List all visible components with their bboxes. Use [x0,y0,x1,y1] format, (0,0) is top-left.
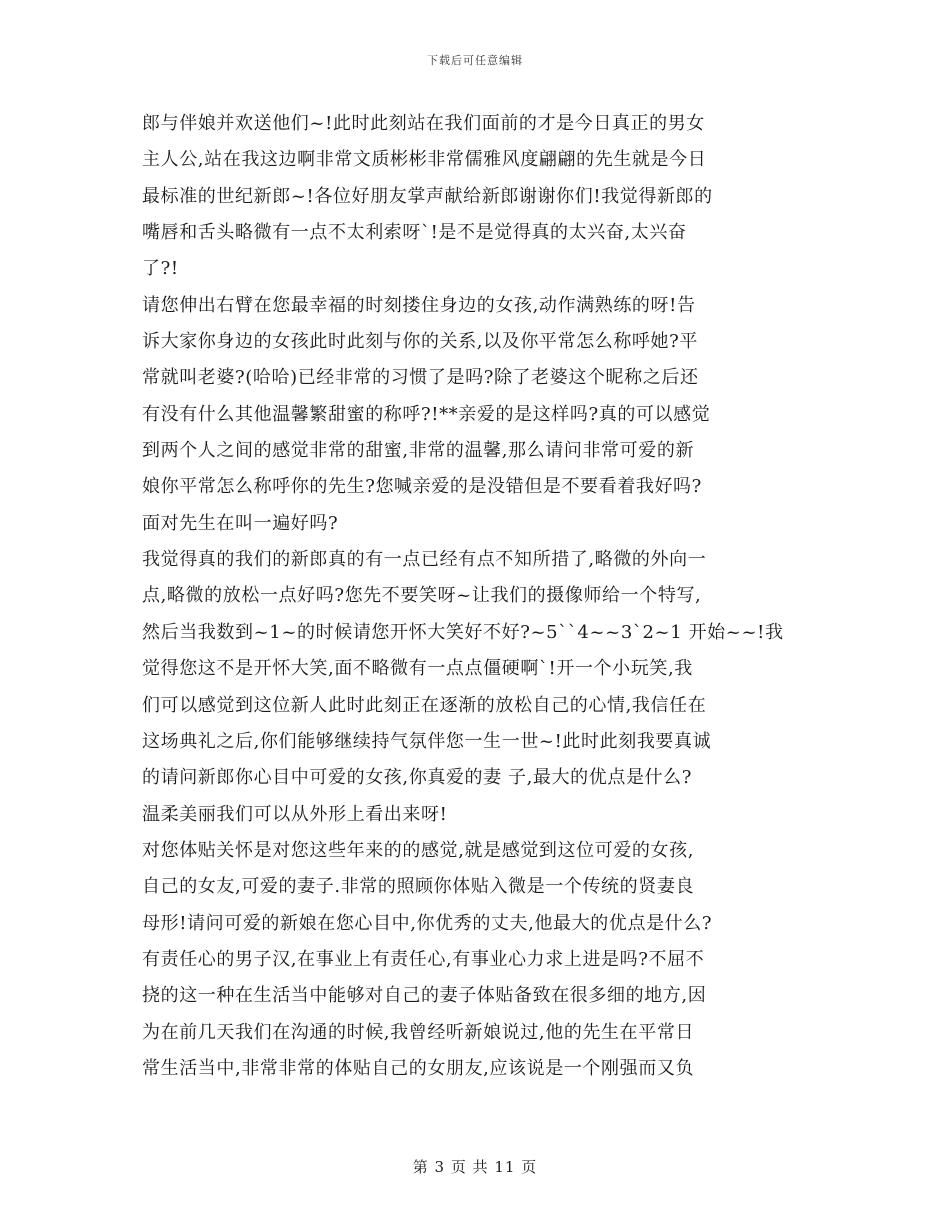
text-line: 母形!请问可爱的新娘在您心目中,你优秀的丈夫,他最大的优点是什么? [142,912,713,934]
text-line: 最标准的世纪新郎~!各位好朋友掌声献给新郎谢谢你们!我觉得新郎的 [142,185,713,207]
text-line: 主人公,站在我这边啊非常文质彬彬非常儒雅风度翩翩的先生就是今日 [142,149,707,171]
page-header: 下载后可任意编辑 [427,54,523,67]
text-line: 点,略微的放松一点好吗?您先不要笑呀~让我们的摄像师给一个特写, [142,585,702,607]
text-line: 这场典礼之后,你们能够继续持气氛伴您一生一世~!此时此刻我要真诚 [142,730,712,752]
text-line: 们可以感觉到这位新人此时此刻正在逐渐的放松自己的心情,我信任在 [142,694,707,716]
text-line: 娘你平常怎么称呼你的先生?您喊亲爱的是没错但是不要看着我好吗? [142,476,702,498]
text-line: 然后当我数到~1~的时候请您开怀大笑好不好?~5``4~~3`2~1 开始~~!我 [142,621,784,643]
text-line: 了?! [142,258,179,280]
text-line: 到两个人之间的感觉非常的甜蜜,非常的温馨,那么请问非常可爱的新 [142,440,695,462]
text-line: 对您体贴关怀是对您这些年来的的感觉,就是感觉到这位可爱的女孩, [142,839,695,861]
text-line: 请您伸出右臂在您最幸福的时刻搂住身边的女孩,动作满熟练的呀!告 [142,294,696,316]
text-line: 有没有什么其他温馨繁甜蜜的称呼?!**亲爱的是这样吗?真的可以感觉 [142,403,711,425]
text-line: 自己的女友,可爱的妻子.非常的照顾你体贴入微是一个传统的贤妻良 [142,876,695,898]
page-footer: 第 3 页 共 11 页 [412,1158,538,1176]
text-line: 郎与伴娘并欢送他们~!此时此刻站在我们面前的才是今日真正的男女 [142,113,705,134]
text-line: 温柔美丽我们可以从外形上看出来呀! [142,803,448,825]
text-line: 为在前几天我们在沟通的时候,我曾经听新娘说过,他的先生在平常日 [142,1021,695,1043]
text-line: 挠的这一种在生活当中能够对自己的妻子体贴备致在很多细的地方,因 [142,985,707,1007]
text-line: 嘴唇和舌头略微有一点不太利索呀`!是不是觉得真的太兴奋,太兴奋 [142,222,687,244]
text-line: 诉大家你身边的女孩此时此刻与你的关系,以及你平常怎么称呼她?平 [142,331,698,353]
text-line: 我觉得真的我们的新郎真的有一点已经有点不知所措了,略微的外向一 [142,549,707,571]
text-line: 觉得您这不是开怀大笑,面不略微有一点点僵硬啊`!开一个小玩笑,我 [142,658,693,680]
document-body [142,106,814,1087]
text-line: 有责任心的男子汉,在事业上有责任心,有事业心力求上进是吗?不屈不 [142,948,705,970]
text-line: 常生活当中,非常非常的体贴自己的女朋友,应该说是一个刚强而又负 [142,1057,695,1079]
text-line: 常就叫老婆?(哈哈)已经非常的习惯了是吗?除了老婆这个昵称之后还 [142,367,699,389]
text-line: 的请问新郎你心目中可爱的女孩,你真爱的妻 子,最大的优点是什么? [142,767,693,789]
text-line: 面对先生在叫一遍好吗? [142,512,339,534]
